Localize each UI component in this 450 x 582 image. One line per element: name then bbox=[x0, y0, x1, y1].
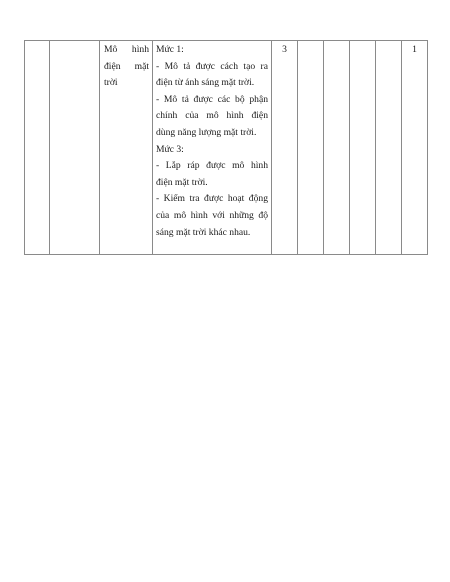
description-line: - Mô tả được các bộ phận bbox=[156, 93, 268, 105]
description-line: Mức 1: bbox=[156, 44, 184, 55]
description-line: Mức 3: bbox=[156, 143, 184, 155]
topic-line: điện mặt bbox=[104, 60, 149, 72]
table-cell-index bbox=[25, 41, 50, 255]
table-cell-description bbox=[153, 41, 272, 255]
description-line: điện từ ánh sáng mặt trời. bbox=[156, 77, 255, 89]
table-cell-empty bbox=[376, 41, 402, 255]
description-line: điện mặt trời. bbox=[156, 176, 208, 188]
description-line: chính của mô hình điện bbox=[156, 110, 268, 122]
table-cell-count: 3 bbox=[272, 41, 298, 255]
table-cell-count: 1 bbox=[402, 41, 428, 255]
table-cell-empty bbox=[350, 41, 376, 255]
table-cell-empty bbox=[298, 41, 324, 255]
description-line: dùng năng lượng mặt trời. bbox=[156, 126, 257, 138]
description-line: - Mô tả được cách tạo ra bbox=[156, 60, 268, 72]
table-row bbox=[25, 41, 428, 255]
description-line: - Lắp ráp được mô hình bbox=[156, 160, 268, 172]
description-line: - Kiểm tra được hoạt động bbox=[156, 193, 268, 205]
assessment-table bbox=[24, 40, 428, 255]
table-cell-unit bbox=[50, 41, 100, 255]
topic-line: trời bbox=[104, 77, 118, 89]
description-line: sáng mặt trời khác nhau. bbox=[156, 226, 251, 238]
table-cell-empty bbox=[324, 41, 350, 255]
table-cell-topic bbox=[100, 41, 153, 255]
description-line: của mô hình với những độ bbox=[156, 209, 268, 221]
topic-line: Mô hình bbox=[104, 44, 149, 55]
